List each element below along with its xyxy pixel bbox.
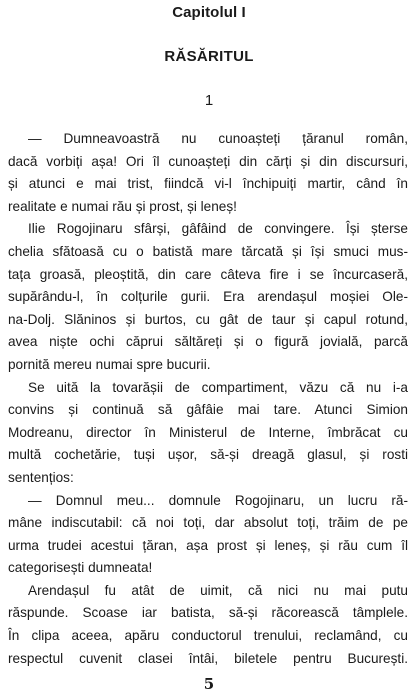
text-line: chelia sfătoasă cu o batistă mare tărcată și își smuci mus- xyxy=(8,243,408,259)
text-line: sentențios: xyxy=(8,469,74,485)
text-line: pornită mereu numai spre bucurii. xyxy=(8,356,211,372)
text-line: răspunde. Scoase iar batista, să-și răcorească tâmplele. xyxy=(8,605,408,621)
text-line: Ilie Rogojinaru sfârși, gâfâind de convingere. Își șterse xyxy=(28,221,408,237)
text-line: urma trudei acestui țăran, așa prost și leneș, și rău cum îl xyxy=(8,537,408,553)
text-line: Arendașul fu atât de uimit, că nici nu mai putu xyxy=(28,582,408,598)
page-number: 5 xyxy=(203,675,215,693)
text-line: Modreanu, director în Ministerul de Interne, îmbrăcat cu xyxy=(8,424,408,440)
text-line: mâne indiscutabil: că noi toți, dar absolut toți, trăim de pe xyxy=(8,515,408,531)
text-line: respectul cuvenit clasei întâi, biletele pentru București. xyxy=(8,650,408,666)
text-line: convins și continuă să gâfâie mai tare. Atunci Simion xyxy=(8,402,408,418)
text-line: În clipa aceea, apăru conductorul trenului, reclamând, cu xyxy=(8,628,408,644)
body-text xyxy=(8,128,408,670)
text-line: — Dumneavoastră nu cunoașteți țăranul român, xyxy=(28,131,408,146)
text-line: și atunci e mai trist, fiindcă vi-l închipuiți martir, când în xyxy=(8,176,408,192)
text-line: categorisești dumneata! xyxy=(8,560,153,576)
chapter-title: RĂSĂRITUL xyxy=(164,48,254,65)
text-line: realitate e numai rău și prost, și leneș! xyxy=(8,198,237,214)
text-line: multă cochetărie, tuși ușor, să-și dreagă glasul, și rosti xyxy=(8,447,408,463)
text-line: Se uită la tovarășii de compartiment, văzu că nu i-a xyxy=(28,379,408,395)
text-line: supărându-l, în colțurile gurii. Era arendașul moșiei Ole- xyxy=(8,289,408,305)
text-line: avea niște ochi căprui săltăreți și o figură jovială, parcă xyxy=(8,334,408,350)
text-line: dacă vorbiți așa! Ori îl cunoașteți din cărți și din discursuri, xyxy=(8,153,408,169)
text-line: na-Dolj. Slăninos și burtos, cu gât de taur și capul rotund, xyxy=(8,311,408,327)
text-line: — Domnul meu... domnule Rogojinaru, un lucru ră- xyxy=(28,492,408,508)
section-number: 1 xyxy=(204,92,214,109)
chapter-heading: Capitolul I xyxy=(172,4,246,21)
text-line: tața groasă, pleoștită, din care câteva fire i se încurcaseră, xyxy=(8,266,408,282)
